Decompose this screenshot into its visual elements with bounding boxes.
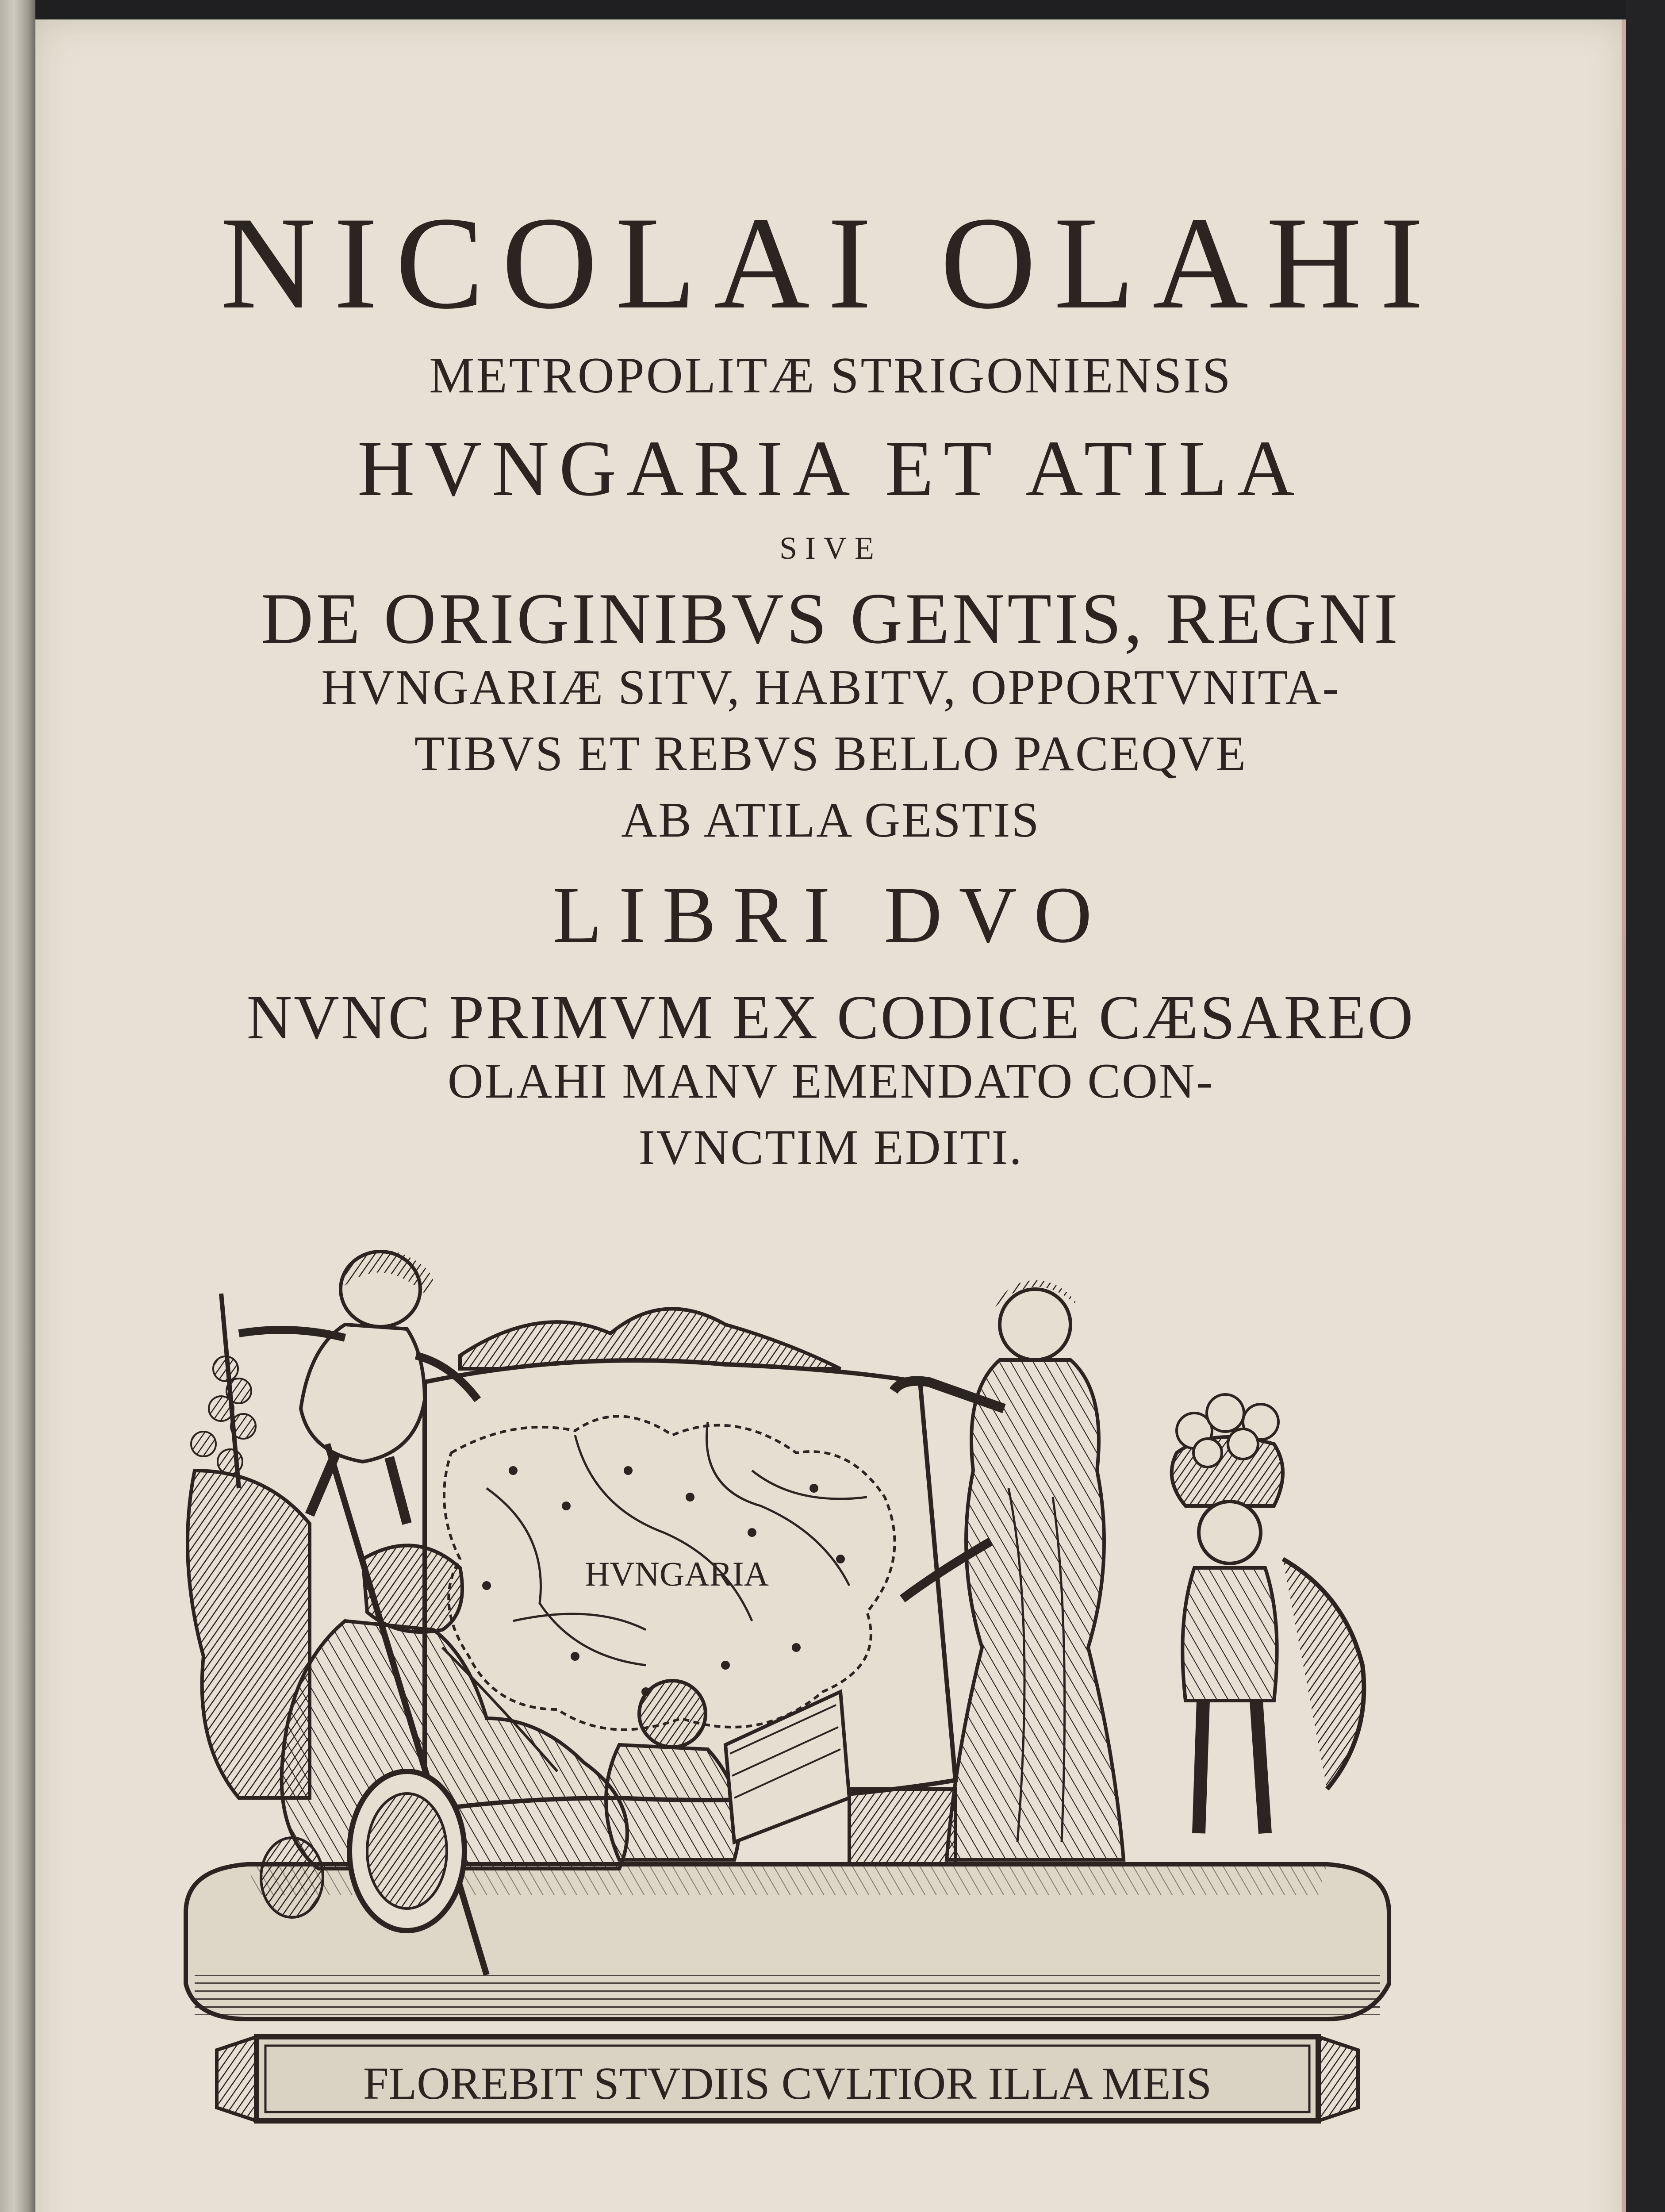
edition-line-3: IVNCTIM EDITI. [638,1120,1023,1175]
work-title: HVNGARIA ET ATILA [357,424,1304,512]
map-label: HVNGARIA [585,1555,769,1593]
book-spine-edge [0,0,35,2212]
motto-text: FLOREBIT STVDIIS CVLTIOR ILLA MEIS [363,2058,1212,2109]
subtitle-line-2: HVNGARIÆ SITV, HABITV, OPPORTVNITA- [321,660,1340,715]
author-role: METROPOLITÆ STRIGONIENSIS [429,347,1232,403]
boy-with-fruit-basket [1172,1394,1364,1833]
motto-banner [217,2037,1358,2121]
scan-border-top [0,0,1665,19]
subtitle-line-3: TIBVS ET REBVS BELLO PACEQVE [414,726,1247,781]
subtitle-line-1: DE ORIGINIBVS GENTIS, REGNI [261,579,1401,659]
edition-line-1: NVNC PRIMVM EX CODICE CÆSAREO [246,982,1415,1052]
subtitle-line-4: AB ATILA GESTIS [621,793,1040,848]
title-connector: SIVE [779,530,882,566]
edition-line-2: OLAHI MANV EMENDATO CON- [447,1054,1214,1109]
author-name: NICOLAI OLAHI [220,189,1442,336]
books-count: LIBRI DVO [552,871,1109,960]
title-page [35,19,1626,2212]
engraved-vignette [177,1223,1398,2134]
scan-border-right [1626,0,1665,2212]
